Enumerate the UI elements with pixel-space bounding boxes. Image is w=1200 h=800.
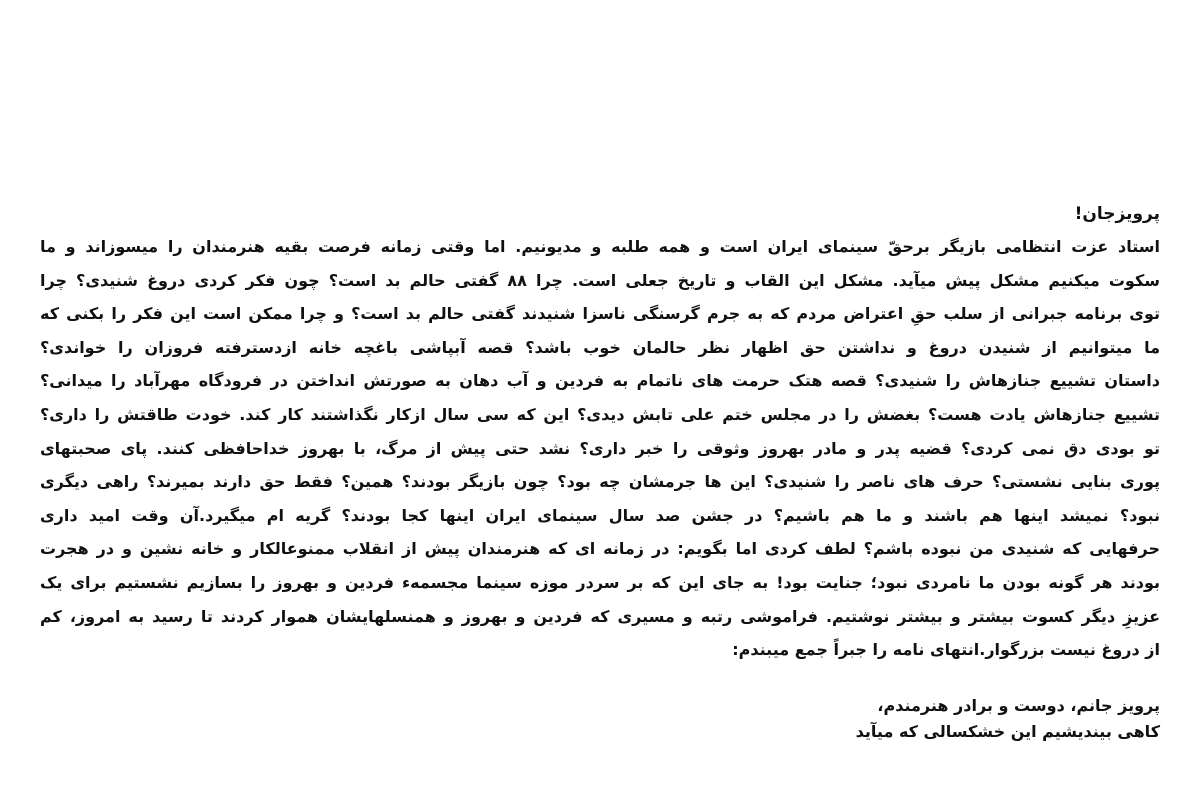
- body-line: حرفهایی که شنیدی من نبوده باشم؟ لطف کردی اما بگویم: در زمانه ای که هنرمندان پیش از انقلاب ممنوعالکار و خانه نشین و در هجرت: [40, 539, 1160, 559]
- body-line: داستان تشییع جنازهاش را شنیدی؟ قصه هتک حرمت های ناتمام به فردین و آب دهان به صورتش انداختن در فرودگاه مهرآباد را میدانی؟: [40, 371, 1160, 391]
- body-line: پوری بنایی نشستی؟ حرف های ناصر را شنیدی؟ این ها جرمشان چه بود؟ چون بازیگر بودند؟ همین؟ فقط حق دارند بمیرند؟ راهی دیگری: [40, 472, 1160, 492]
- body-line: از دروغ نیست بزرگوار.انتهای نامه را جبراً جمع میبندم:: [732, 640, 1160, 660]
- body-line: استاد عزت انتظامی بازیگر برحقّ سینمای ایران است و همه طلبه و مدیونیم. اما وقتی زمانه فرصت بقیه هنرمندان را میسوزاند و ما: [40, 237, 1160, 256]
- closing-line: کاهی بیندیشیم این خشکسالی که میآید: [855, 721, 1160, 741]
- body-line: تو بودی دق نمی کردی؟ قضیه پدر و مادر بهروز وثوقی را خبر داری؟ نشد حتی پیش از مرگ، با بهروز خداحافظی کنند. پای صحبتهای: [40, 438, 1160, 458]
- salutation: پرویزجان!: [1074, 204, 1160, 224]
- letter: [40, 198, 1160, 745]
- body-line: نبود؟ نمیشد اینها هم باشند و ما هم باشیم؟ در جشن صد سال سینمای ایران اینها کجا بودند؟ گریه ام میگیرد.آن وقت امید داری: [40, 505, 1160, 525]
- body-line: عزیزِ دیگر کسوت بیشتر و بیشتر نوشتیم. فراموشی رتبه و مسیری که فردین و بهروز و همنسلهایشان هموار کردند تا رسید به امروز، کم: [40, 606, 1160, 626]
- closing-line: پرویز جانم، دوست و برادر هنرمندم،: [877, 695, 1160, 715]
- closing-block: [40, 693, 1160, 745]
- body-line: ما میتوانیم از شنیدن دروغ و نداشتن حق اظهار نظر حالمان خوب باشد؟ قصه آبپاشی باغچه خانه ازدسترفته فروزان را خواندی؟: [40, 337, 1160, 357]
- body-line: تشییع جنازهاش یادت هست؟ بغضش را در مجلس ختم علی تابش دیدی؟ این که سی سال ازکار نگذاشتند کار کند. خودت طاقتش را داری؟: [40, 404, 1160, 424]
- body-line: سکوت میکنیم مشکل پیش میآید. مشکل این القاب و تاریخ جعلی است. چرا ۸۸ گفتی حالم بد است؟ چون فکر کردی دروغ شنیدی؟ چرا: [40, 270, 1160, 290]
- body-line: توی برنامه جبرانی از سلب حقِ اعتراض مردم که به جرم گرسنگی ناسزا شنیدند گفتی حالم بد است؟ و چرا ممکن است این فکر را بکنی که: [40, 304, 1160, 324]
- body-line: بودند هر گونه بودن ما نامردی نبود؛ جنایت بود! به جای این که بر سردر موزه سینما مجسمهء فردین و بهروز را بسازیم نشستیم برای یک: [40, 572, 1160, 592]
- letter-body: [40, 230, 1160, 667]
